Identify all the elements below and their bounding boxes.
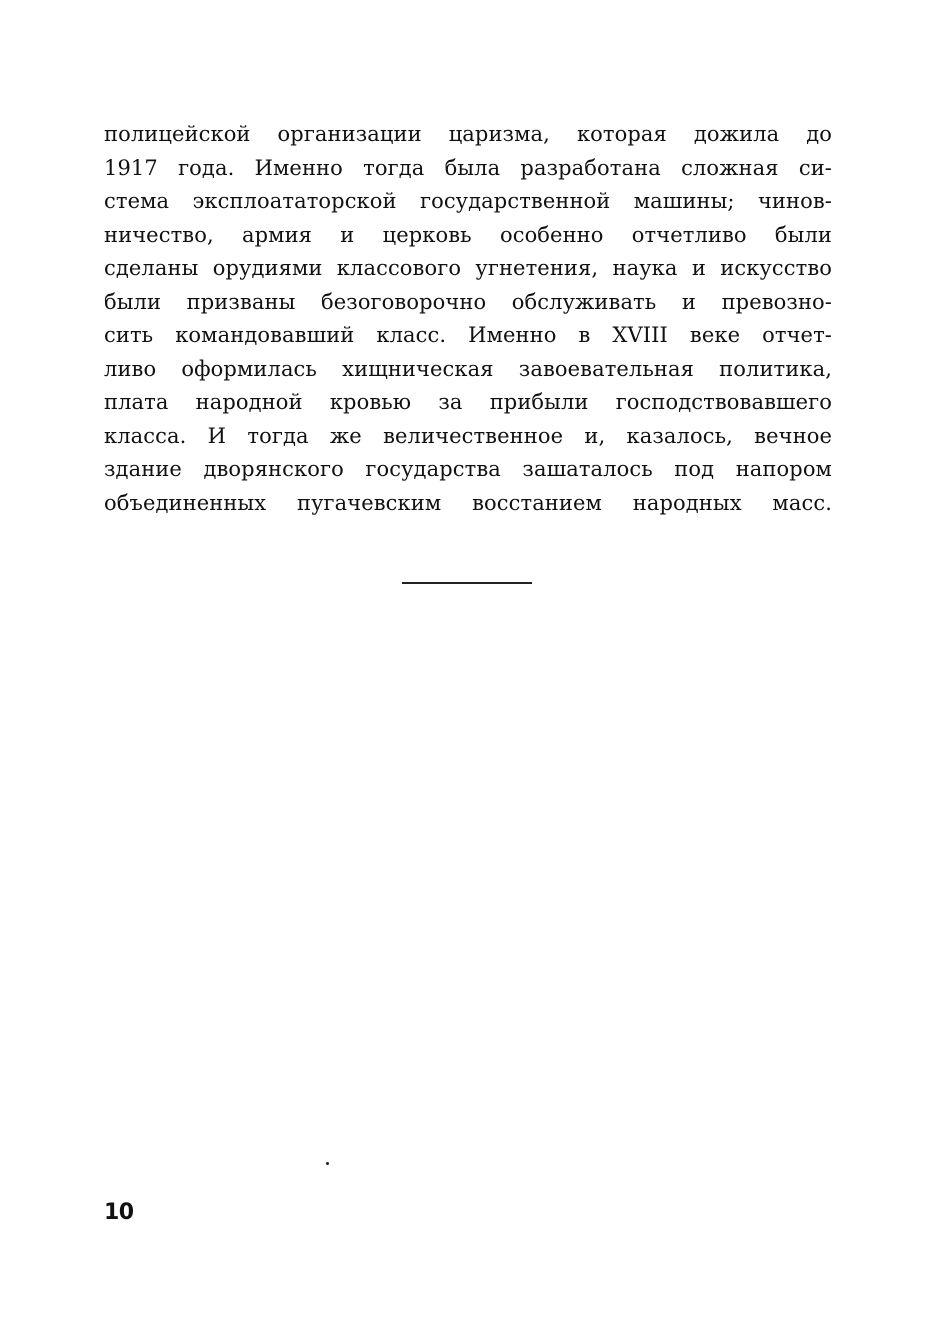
page-number: 10 xyxy=(104,1200,134,1225)
text-line: были призваны безоговорочно обслуживать и превозно- xyxy=(104,289,832,314)
text-line: сделаны орудиями классового угнетения, наука и искусство xyxy=(104,256,832,280)
text-line: объединенных пугачевским восстанием народных масс. xyxy=(104,490,832,515)
text-line: плата народной кровью за прибыли господствовавшего xyxy=(104,390,832,414)
text-line: стема эксплоататорской государственной машины; чинов- xyxy=(104,189,832,213)
body-paragraph xyxy=(104,118,832,520)
text-line: 1917 года. Именно тогда была разработана сложная си- xyxy=(104,155,832,180)
text-line: ничество, армия и церковь особенно отчетливо были xyxy=(104,222,832,247)
text-line: ливо оформилась хищническая завоевательная политика, xyxy=(104,356,832,381)
text-line: здание дворянского государства зашаталось под напором xyxy=(104,457,832,481)
text-line: полицейской организации царизма, которая дожила до xyxy=(104,122,832,146)
text-line: класса. И тогда же величественное и, казалось, вечное xyxy=(104,423,832,448)
text-line: сить командовавший класс. Именно в XVIII веке отчет- xyxy=(104,323,832,347)
print-speck xyxy=(326,1162,329,1165)
section-divider xyxy=(402,582,532,584)
